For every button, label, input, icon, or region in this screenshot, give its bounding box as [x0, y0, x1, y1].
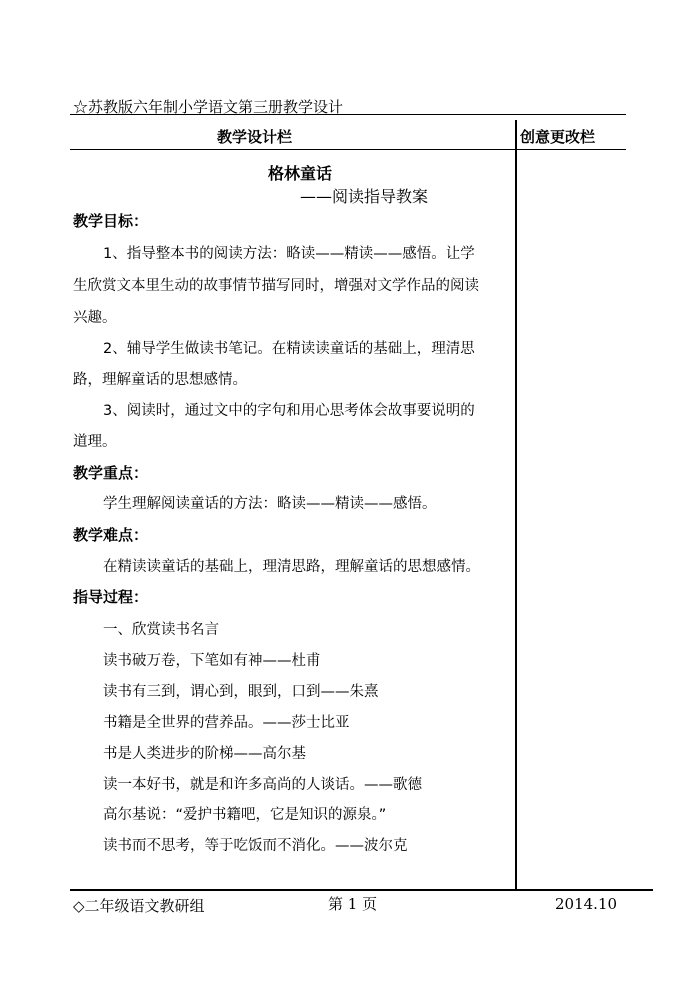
header-title: ☆苏教版六年制小学语文第三册教学设计: [73, 98, 344, 116]
goals-line: 1、指导整本书的阅读方法：略读——精读——感悟。让学: [103, 246, 475, 262]
goals-line: 3、阅读时，通过文中的字句和用心思考体会故事要说明的: [103, 403, 475, 419]
process-line: 高尔基说：“爱护书籍吧，它是知识的源泉。”: [103, 807, 387, 823]
process-heading: 指导过程：: [73, 588, 149, 606]
process-line: 读书有三到，谓心到，眼到，口到——朱熹: [103, 684, 379, 700]
column-divider: [515, 120, 517, 890]
process-line: 读书而不思考，等于吃饭而不消化。——波尔克: [103, 838, 408, 854]
goals-heading: 教学目标：: [73, 212, 149, 230]
difficulty-line: 在精读读童话的基础上，理清思路，理解童话的思想感情。: [103, 559, 480, 575]
page-number: 第 1 页: [328, 895, 378, 913]
process-line: 读书破万卷，下笔如有神——杜甫: [103, 653, 321, 669]
difficulty-heading: 教学难点：: [73, 526, 149, 544]
footer-group: ◇二年级语文教研组: [73, 897, 205, 915]
focus-heading: 教学重点：: [73, 464, 149, 482]
footer-date: 2014.10: [555, 895, 618, 913]
column-heading-creative: 创意更改栏: [520, 128, 596, 146]
process-line: 一、欣赏读书名言: [103, 622, 219, 638]
process-line: 书籍是全世界的营养品。——莎士比亚: [103, 715, 350, 731]
header-rule: [70, 114, 626, 115]
process-line: 书是人类进步的阶梯——高尔基: [103, 746, 306, 762]
focus-line: 学生理解阅读童话的方法：略读——精读——感悟。: [103, 496, 437, 512]
goals-line: 2、辅导学生做读书笔记。在精读读童话的基础上，理清思: [103, 341, 475, 357]
column-heading-design: 教学设计栏: [217, 128, 293, 146]
table-header-rule: [70, 149, 626, 150]
goals-line: 生欣赏文本里生动的故事情节描写同时，增强对文学作品的阅读: [73, 278, 479, 294]
goals-line: 路，理解童话的思想感情。: [73, 372, 247, 388]
goals-line: 兴趣。: [73, 310, 117, 326]
document-title: 格林童话: [268, 164, 333, 183]
process-line: 读一本好书，就是和许多高尚的人谈话。——歌德: [103, 777, 422, 793]
goals-line: 道理。: [73, 434, 117, 450]
footer-rule: [70, 889, 653, 891]
document-subtitle: ——阅读指导教案: [300, 187, 429, 206]
